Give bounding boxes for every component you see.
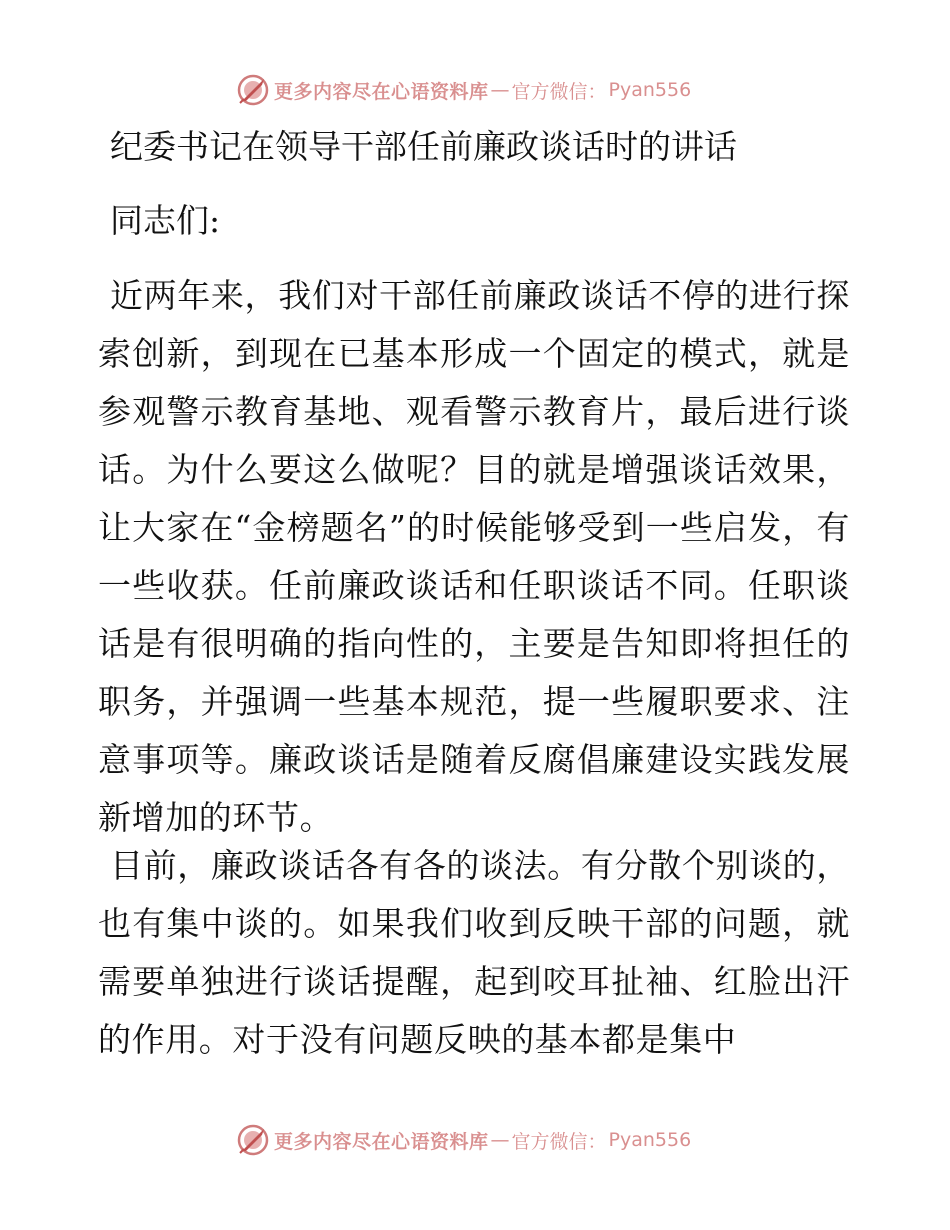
watermark-main-text: 更多内容尽在心语资料库 <box>274 80 489 103</box>
body-paragraph-1: 近两年来，我们对干部任前廉政谈话不停的进行探索创新，到现在已基本形成一个固定的模式，就是参观警示教育基地、观看警示教育片，最后进行谈话。为什么要这么做呢？目的就是增强谈话效果，让大家在“金榜题名”的时候能够受到一些启发，有一些收获。任前廉政谈话和任职谈话不同。任职谈话是有很明确的指向性的，主要是告知即将担任的职务，并强调一些基本规范，提一些履职要求、注意事项等。廉政谈话是随着反腐倡廉建设实践发展新增加的环节。 <box>98 276 850 837</box>
pen-logo-icon <box>236 73 270 107</box>
watermark-contact-label: 官方微信： <box>511 1130 607 1153</box>
watermark-contact-id: Pyan556 <box>608 79 692 101</box>
footer-watermark <box>236 1123 691 1157</box>
document-title: 纪委书记在领导干部任前廉政谈话时的讲话 <box>110 127 737 166</box>
watermark-main-text: 更多内容尽在心语资料库 <box>274 1130 489 1153</box>
header-watermark <box>236 73 691 107</box>
document-salutation: 同志们: <box>110 201 221 240</box>
body-paragraph-2: 目前，廉政谈话各有各的谈法。有分散个别谈的，也有集中谈的。如果我们收到反映干部的问题，就需要单独进行谈话提醒，起到咬耳扯袖、红脸出汗的作用。对于没有问题反映的基本都是集中 <box>98 846 850 1059</box>
pen-logo-icon <box>236 1123 270 1157</box>
watermark-separator: — <box>490 79 510 101</box>
watermark-contact-id: Pyan556 <box>608 1129 692 1151</box>
watermark-contact-label: 官方微信： <box>511 80 607 103</box>
watermark-separator: — <box>490 1129 510 1151</box>
